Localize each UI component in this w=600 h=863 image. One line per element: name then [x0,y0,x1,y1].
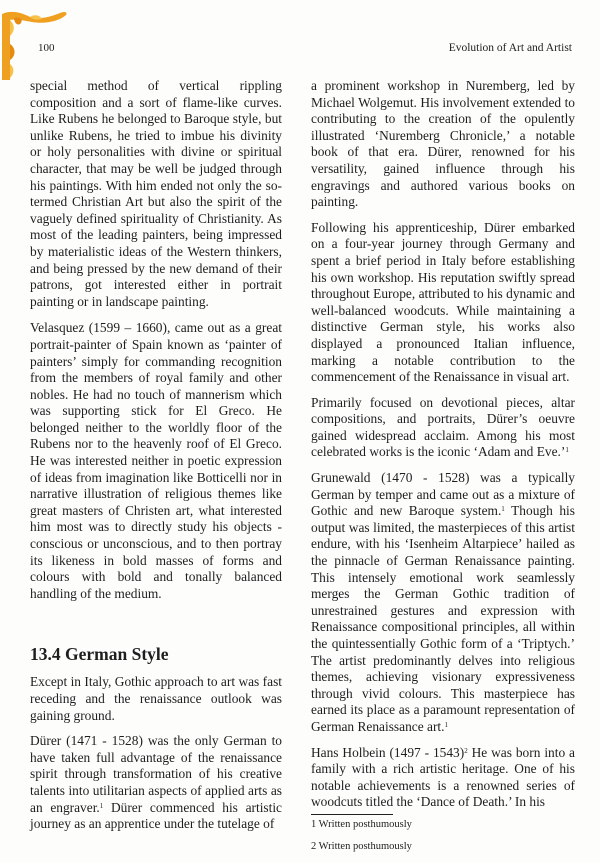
paragraph-apprenticeship: Following his apprenticeship, Dürer embarked on a four-year journey through Germany and spent a brief period in Italy before establishing his own workshop. His reputation swiftly spread throughout Europe, attributed to his dynamic and well-balanced woodcuts. While maintaining a distinctive German style, his works also displayed a pronounced Italian influence, marking a notable contribution to the commencement of the Renaissance in visual art. [311,219,575,385]
footnote-ref[interactable]: 1 [444,720,448,729]
paragraph-nuremberg: a prominent workshop in Nuremberg, led by Michael Wolgemut. His involvement extended to contributing to the creation of the opulently illustrated ‘Nuremberg Chronicle,’ a notable book of that era. Dürer, renowned for his versatility, gained influence through his engravings and authored various books on painting. [311,78,575,210]
footnote-2: 2 Written posthumously [311,841,412,853]
durer-intro-text: Dürer (1471 - 1528) was the only German to have taken full advantage of the renaissance spirit through transformation of his creative talents into utilitarian aspects of applied arts as an engraver. [30,733,282,815]
adam-eve-text: Primarily focused on devotional pieces, altar compositions, and portraits, Dürer’s oeuvre gained widespread acclaim. Among his most celebrated works is the iconic ‘Adam and Eve.’ [311,394,575,460]
paragraph-adam-eve [311,395,575,461]
corner-ornament-icon [0,0,72,80]
page-number: 100 [38,42,55,54]
footnote-divider [311,814,393,815]
durer-intro-continued: Dürer commenced his artistic journey as an apprentice under the tutelage of [30,799,283,832]
paragraph-durer-intro [30,733,282,833]
footnote-ref[interactable]: 2 [464,746,468,755]
running-head: Evolution of Art and Artist [448,42,572,54]
grunewald-text-continued: Though his output was limited, the masterpieces of this artist endure, with his ‘Isenheim Altarpiece’ hailed as the pinnacle of German Renaissance painting. This intensely emotional work seamlessly merges the German Gothic tradition of unrestrained gestures and expression with Renaissance compositional principles, all within the quintessentially Gothic form of a ‘Triptych.’ The artist predominantly delves into religious themes, achieving visionary expressiveness through vivid colours. This masterpiece has earned its place as a paramount representation of German Renaissance art. [311,503,575,734]
footnote-ref[interactable]: 1 [565,446,569,455]
paragraph-holbein [311,745,575,811]
holbein-text: Hans Holbein (1497 - 1543) [311,744,465,760]
section-heading: 13.4 German Style [30,644,169,665]
footnote-ref[interactable]: 1 [501,505,505,514]
right-column [311,78,575,863]
paragraph-grunewald [311,470,575,736]
footnote-ref[interactable]: 1 [99,801,104,810]
grunewald-text: Grunewald (1470 - 1528) was a typically German by temper and came out as a mixture of Gothic and new Baroque system. [311,470,575,519]
paragraph-el-greco-end: special method of vertical rippling composition and a sort of flame-like curves. Like Rubens he belonged to Baroque style, but unlike Rubens, he tried to imbue his divinity or holy personalities with divine or spiritual character, that may be well be judged through his paintings. With him ended not only the so-termed Christian Art but also the spirit of the vaguely defined spirituality of Christianity. As most of the leading painters, being impressed by materialistic ideas of the Western thinkers, and being pressed by the new demand of their patrons, got interested either in portrait painting or in landscape painting. [30,78,282,309]
paragraph-velasquez: Velasquez (1599 – 1660), came out as a great portrait-painter of Spain known as ‘painter of painters’ simply for commanding recognition from the members of royal family and other nobles. He had no touch of mannerism which was supporting stick for El Greco. He belonged neither to the worldly floor of the Rubens nor to the heavenly roof of El Greco. He was interested neither in poetic expression of ideas from imagination like Botticelli nor in narrative illustration of religious themes like great masters of Christen art, what interested him most was to directly study his objects - conscious or unconscious, and to then portray its likeness in bold masses of forms and colours with bold and tonally balanced handling of the medium. [30,320,282,601]
footnote-1: 1 Written posthumously [311,818,412,830]
left-column [30,78,282,842]
paragraph-gothic: Except in Italy, Gothic approach to art was fast receding and the renaissance outlook was gaining ground. [30,674,282,723]
holbein-text-continued: He was born into a family with a rich artistic heritage. One of his notable achievements is a renowned series of woodcuts titled the ‘Dance of Death.’ In his [311,744,575,810]
